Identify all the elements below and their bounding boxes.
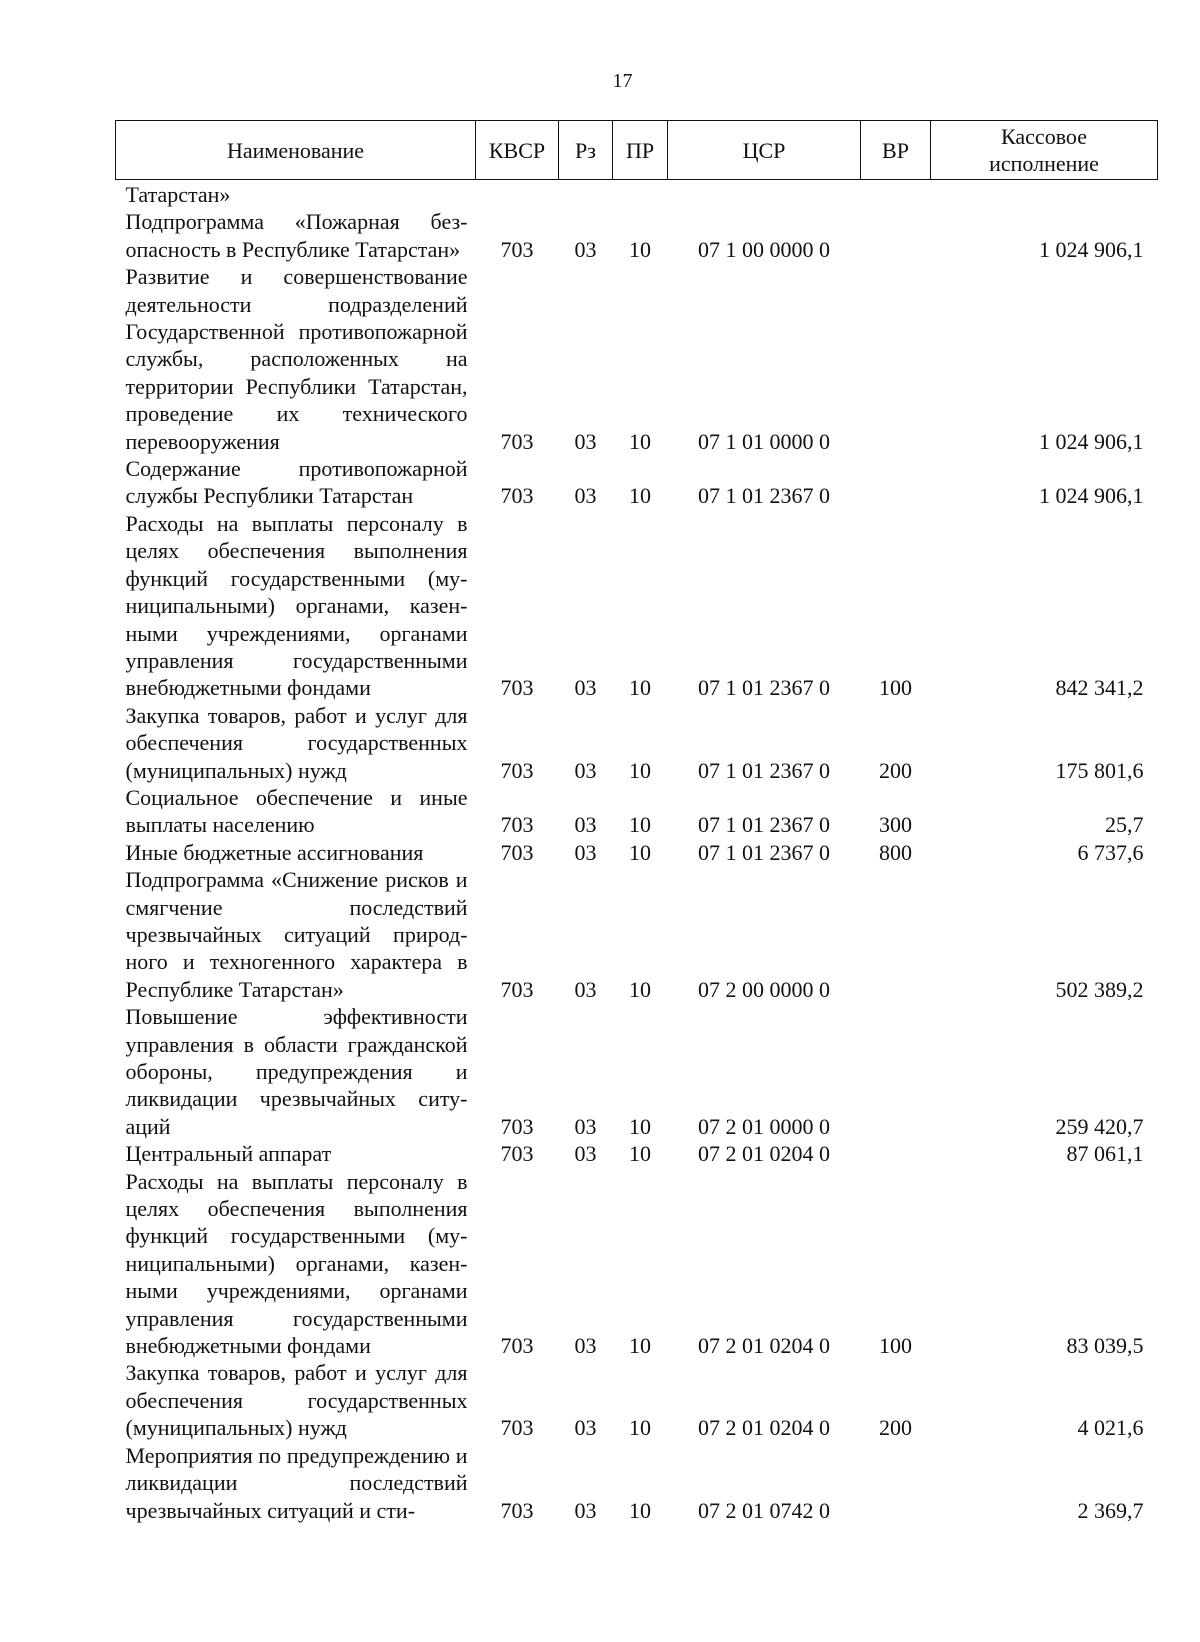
row-name: Иные бюджетные ассигнования [125, 839, 424, 865]
row-amount: 842 341,2 [1055, 675, 1144, 701]
row-rz: 03 [574, 839, 597, 865]
row-rz: 03 [574, 976, 597, 1002]
row-kvsr: 703 [500, 1497, 534, 1523]
row-name: Социальное обеспечение и иные выплаты населению [125, 784, 468, 838]
row-csr: 07 2 01 0000 0 [698, 1113, 830, 1139]
row-rz: 03 [574, 812, 597, 838]
table-row [116, 455, 1158, 510]
row-csr: 07 1 01 2367 0 [698, 839, 830, 865]
row-kvsr: 703 [500, 236, 534, 262]
row-csr: 07 2 01 0204 0 [698, 1333, 830, 1359]
row-vr: 200 [879, 1415, 912, 1441]
row-vr [861, 208, 931, 263]
row-vr [861, 866, 931, 1003]
table-row [116, 263, 1158, 455]
row-amount [931, 180, 1158, 209]
row-name: Расходы на выплаты персоналу в целях обеспечения выполнения функций государственными (муниципальными) органами, казенными учреждениями, органами управления государственными внебюджетными фондами [125, 510, 468, 701]
header-name: Наименование [116, 121, 476, 180]
row-csr: 07 1 00 0000 0 [698, 236, 830, 262]
row-pr: 10 [629, 1497, 651, 1523]
row-csr: 07 1 01 0000 0 [698, 428, 830, 454]
row-name: Татарстан» [125, 182, 231, 207]
table-row [116, 1442, 1158, 1524]
row-amount: 87 061,1 [1066, 1141, 1144, 1167]
header-amount-line1: Кассовое [1001, 124, 1087, 149]
row-csr: 07 2 01 0204 0 [698, 1415, 830, 1441]
row-name: Развитие и совершенствование деятельности подразделений Государственной противопожарной службы, расположенных на территории Республики Татарстан, проведение их технического перевооружения [125, 264, 468, 454]
row-name: Расходы на выплаты персоналу в целях обеспечения выполнения функций государственными (муниципальными) органами, казенными учреждениями, органами управления государственными внебюджетными фондами [125, 1168, 468, 1359]
table-row [116, 1168, 1158, 1360]
row-rz [559, 180, 613, 209]
row-vr: 100 [879, 675, 912, 701]
header-csr: ЦСР [668, 121, 861, 180]
row-vr [861, 180, 931, 209]
row-vr [861, 263, 931, 455]
row-amount: 6 737,6 [1077, 839, 1144, 865]
row-vr: 800 [879, 839, 912, 865]
row-csr [668, 180, 861, 209]
row-name: Повышение эффективности управления в области гражданской обороны, предупреждения и ликвидации чрезвычайных ситуаций [125, 1004, 468, 1139]
row-vr [861, 1442, 931, 1524]
header-amount [931, 121, 1158, 180]
budget-table [115, 120, 1158, 1524]
row-pr: 10 [629, 1333, 651, 1359]
table-row [116, 1359, 1158, 1441]
table-row [116, 702, 1158, 784]
row-pr: 10 [629, 675, 651, 701]
row-csr: 07 1 01 2367 0 [698, 675, 830, 701]
row-csr: 07 2 01 0742 0 [698, 1497, 830, 1523]
table-header [116, 121, 1158, 180]
table-row [116, 866, 1158, 1003]
table-row [116, 510, 1158, 702]
row-name: Закупка товаров, работ и услуг для обеспечения государственных (муниципальных) нужд [125, 702, 468, 783]
row-rz: 03 [574, 483, 597, 509]
row-csr: 07 1 01 2367 0 [698, 483, 830, 509]
row-name: Закупка товаров, работ и услуг для обеспечения государственных (муниципальных) нужд [125, 1360, 468, 1441]
row-rz: 03 [574, 1333, 597, 1359]
row-vr [861, 455, 931, 510]
table-row [116, 180, 1158, 209]
row-kvsr: 703 [500, 428, 534, 454]
row-csr: 07 1 01 2367 0 [698, 812, 830, 838]
row-rz: 03 [574, 757, 597, 783]
row-pr: 10 [629, 236, 651, 262]
row-vr [861, 1140, 931, 1167]
row-amount: 4 021,6 [1077, 1415, 1144, 1441]
row-csr: 07 1 01 2367 0 [698, 757, 830, 783]
header-row [116, 121, 1158, 180]
table-row [116, 784, 1158, 839]
row-pr: 10 [629, 976, 651, 1002]
row-amount: 83 039,5 [1066, 1333, 1144, 1359]
row-name: Мероприятия по предупреждению и ликвидации последствий чрезвычайных ситуаций и сти- [125, 1442, 468, 1523]
row-name: Подпрограмма «Пожарная безопасность в Республике Татарстан» [125, 209, 468, 262]
row-kvsr: 703 [500, 1415, 534, 1441]
row-rz: 03 [574, 1497, 597, 1523]
table-row [116, 208, 1158, 263]
row-kvsr [476, 180, 559, 209]
row-amount: 502 389,2 [1055, 976, 1144, 1002]
row-amount: 1 024 906,1 [1039, 483, 1144, 509]
row-kvsr: 703 [500, 675, 534, 701]
header-pr: ПР [613, 121, 668, 180]
row-rz: 03 [574, 675, 597, 701]
row-pr: 10 [629, 839, 651, 865]
row-name: Содержание противопожарной службы Республики Татарстан [125, 456, 468, 509]
row-pr: 10 [629, 812, 651, 838]
row-csr: 07 2 01 0204 0 [698, 1141, 830, 1167]
row-rz: 03 [574, 1415, 597, 1441]
row-kvsr: 703 [500, 483, 534, 509]
row-amount: 1 024 906,1 [1039, 428, 1144, 454]
row-vr: 100 [879, 1333, 912, 1359]
header-kvsr: КВСР [476, 121, 559, 180]
row-vr [861, 1003, 931, 1140]
header-rz: Рз [559, 121, 613, 180]
page-number: 17 [612, 70, 633, 92]
table-row [116, 839, 1158, 866]
row-pr: 10 [629, 1141, 651, 1167]
row-pr: 10 [629, 757, 651, 783]
row-kvsr: 703 [500, 839, 534, 865]
row-pr: 10 [629, 1113, 651, 1139]
row-kvsr: 703 [500, 1333, 534, 1359]
row-kvsr: 703 [500, 757, 534, 783]
row-amount: 25,7 [1105, 812, 1144, 838]
row-vr: 200 [879, 757, 912, 783]
row-rz: 03 [574, 428, 597, 454]
row-amount: 175 801,6 [1055, 757, 1144, 783]
header-vr: ВР [861, 121, 931, 180]
row-pr: 10 [629, 428, 651, 454]
row-pr: 10 [629, 1415, 651, 1441]
row-name: Центральный аппарат [125, 1141, 332, 1167]
header-amount-line2: исполнение [989, 151, 1099, 176]
row-kvsr: 703 [500, 812, 534, 838]
row-kvsr: 703 [500, 1113, 534, 1139]
row-pr: 10 [629, 483, 651, 509]
table-row [116, 1140, 1158, 1167]
row-pr [613, 180, 668, 209]
row-amount: 259 420,7 [1055, 1113, 1144, 1139]
row-vr: 300 [879, 812, 912, 838]
row-rz: 03 [574, 236, 597, 262]
row-name: Подпрограмма «Снижение рисков и смягчение последствий чрезвычайных ситуаций природного и техногенного характера в Республике Татарстан» [125, 867, 468, 1002]
row-amount: 1 024 906,1 [1039, 236, 1144, 262]
table-body [116, 180, 1158, 1524]
row-kvsr: 703 [500, 1141, 534, 1167]
row-csr: 07 2 00 0000 0 [698, 976, 830, 1002]
row-rz: 03 [574, 1141, 597, 1167]
row-kvsr: 703 [500, 976, 534, 1002]
table-row [116, 1003, 1158, 1140]
row-amount: 2 369,7 [1077, 1497, 1144, 1523]
row-rz: 03 [574, 1113, 597, 1139]
